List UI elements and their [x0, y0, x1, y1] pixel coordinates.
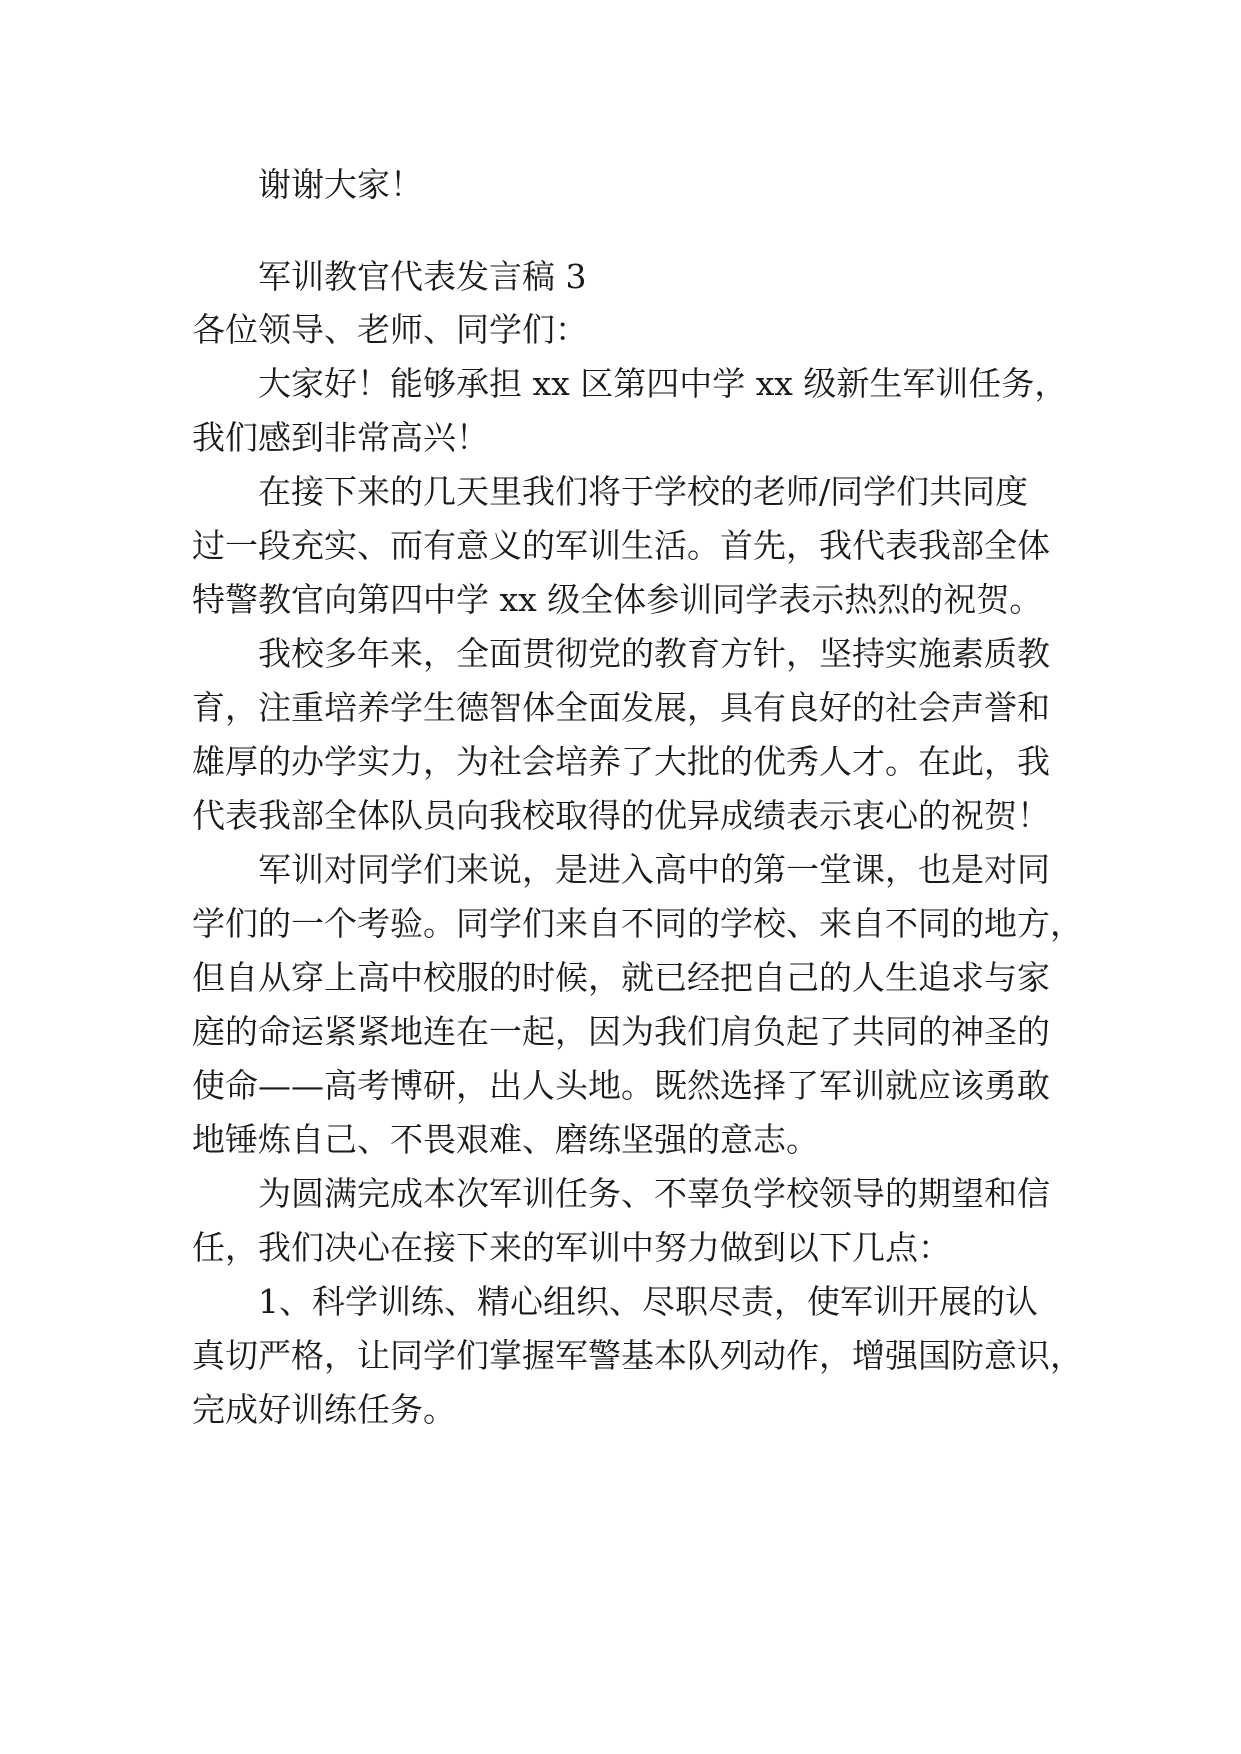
text-line: 任，我们决心在接下来的军训中努力做到以下几点： — [192, 1228, 951, 1267]
text-line: 学们的一个考验。同学们来自不同的学校、来自不同的地方， — [192, 904, 1083, 943]
text-line: 特警教官向第四中学 xx 级全体参训同学表示热烈的祝贺。 — [192, 580, 1043, 619]
salutation-line: 各位领导、老师、同学们： — [192, 310, 588, 349]
text-line: 但自从穿上高中校服的时候，就已经把自己的人生追求与家 — [192, 958, 1050, 997]
text-line: 为圆满完成本次军训任务、不辜负学校领导的期望和信 — [258, 1174, 1050, 1213]
text-line: 在接下来的几天里我们将于学校的老师/同学们共同度 — [258, 472, 1029, 511]
text-line: 庭的命运紧紧地连在一起，因为我们肩负起了共同的神圣的 — [192, 1012, 1050, 1051]
text-line: 大家好！能够承担 xx 区第四中学 xx 级新生军训任务， — [258, 364, 1068, 403]
text-line: 我校多年来，全面贯彻党的教育方针，坚持实施素质教 — [258, 634, 1050, 673]
text-line: 地锤炼自己、不畏艰难、磨练坚强的意志。 — [192, 1120, 819, 1159]
text-line: 过一段充实、而有意义的军训生活。首先，我代表我部全体 — [192, 526, 1050, 565]
text-line: 我们感到非常高兴！ — [192, 418, 489, 457]
text-line: 真切严格，让同学们掌握军警基本队列动作，增强国防意识， — [192, 1336, 1083, 1375]
text-line: 使命——高考博研，出人头地。既然选择了军训就应该勇敢 — [192, 1066, 1050, 1105]
text-line: 完成好训练任务。 — [192, 1390, 456, 1429]
text-line: 雄厚的办学实力，为社会培养了大批的优秀人才。在此，我 — [192, 742, 1050, 781]
text-line: 1、科学训练、精心组织、尽职尽责，使军训开展的认 — [258, 1282, 1038, 1321]
document-heading: 军训教官代表发言稿 3 — [258, 257, 587, 296]
text-line: 育，注重培养学生德智体全面发展，具有良好的社会声誉和 — [192, 688, 1050, 727]
text-line: 军训对同学们来说，是进入高中的第一堂课，也是对同 — [258, 850, 1050, 889]
text-line: 代表我部全体队员向我校取得的优异成绩表示衷心的祝贺！ — [192, 796, 1050, 835]
closing-line: 谢谢大家！ — [258, 165, 423, 204]
